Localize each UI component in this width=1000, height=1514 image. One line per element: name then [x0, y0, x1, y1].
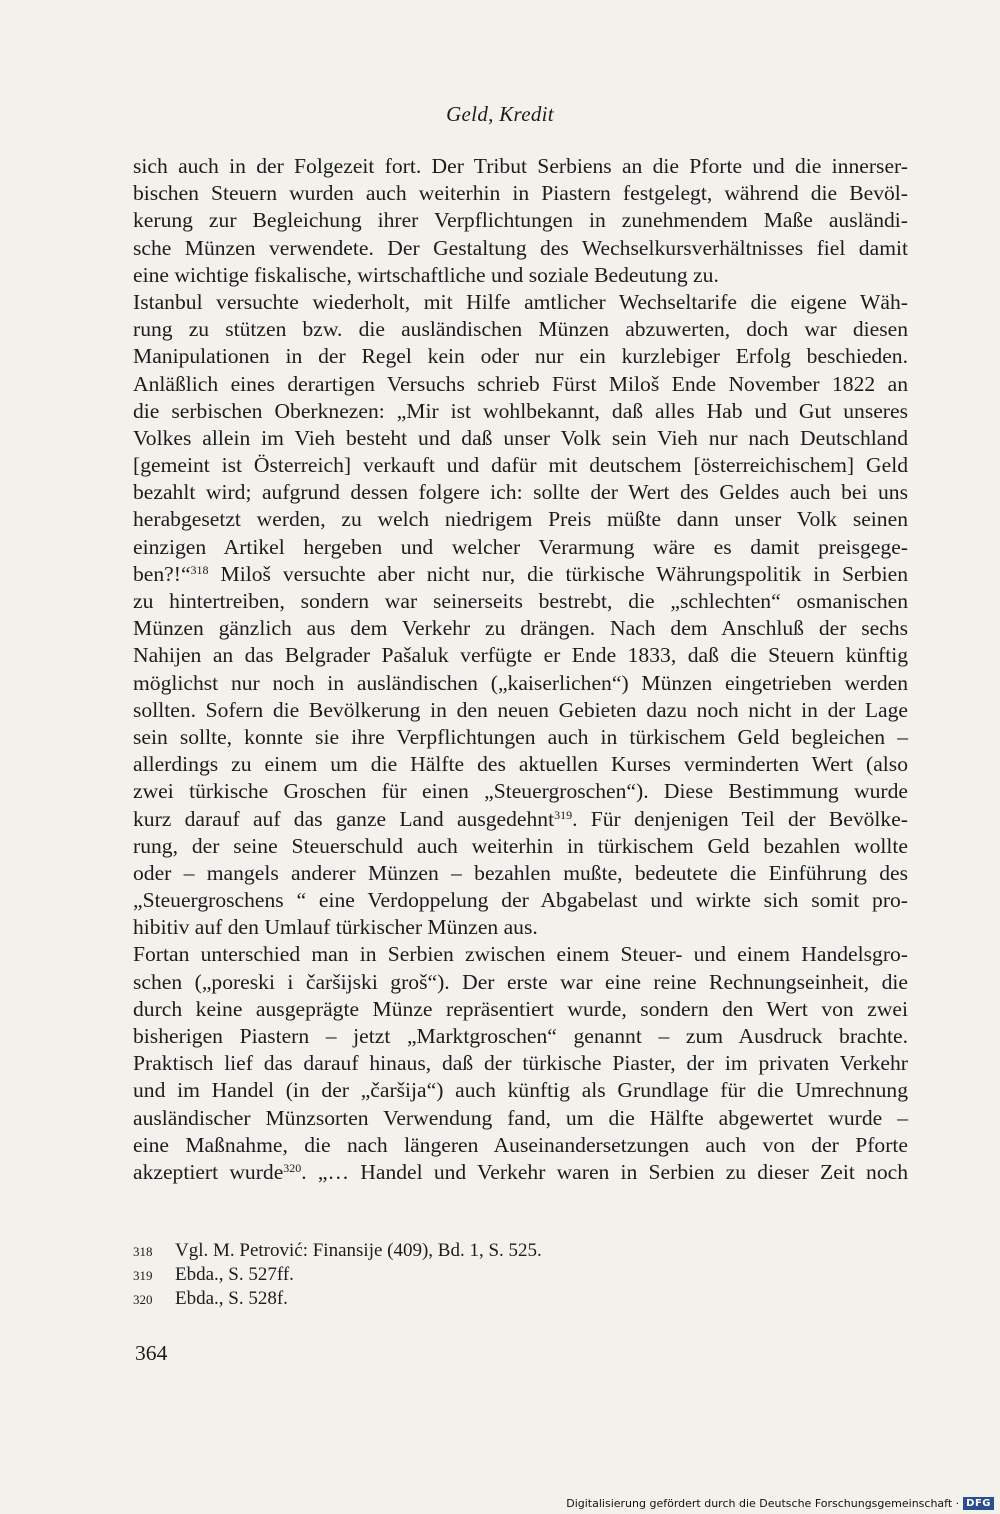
- text-line-segment: bischen Steuern wurden auch weiterhin in Piastern festgelegt, während die Bevöl-: [133, 181, 908, 206]
- footnote: [133, 1287, 908, 1311]
- text-line: [133, 479, 908, 506]
- footnote-reference[interactable]: 318: [190, 562, 209, 577]
- text-line: [133, 316, 908, 343]
- footnote-number: 319: [133, 1268, 153, 1283]
- text-line-segment: . „… Handel und Verkehr waren in Serbien zu dieser Zeit noch: [301, 1159, 909, 1184]
- text-line-segment: Fortan unterschied man in Serbien zwischen einem Steuer- und einem Handelsgro-: [133, 942, 908, 967]
- text-line-segment: Istanbul versuchte wiederholt, mit Hilfe amtlicher Wechseltarife die eigene Wäh-: [133, 289, 908, 314]
- text-line: [133, 887, 908, 914]
- text-line-segment: allerdings zu einem um die Hälfte des aktuellen Kurses verminderten Wert (also: [133, 752, 908, 777]
- running-head: Geld, Kredit: [446, 102, 554, 126]
- text-line-segment: Nahijen an das Belgrader Pašaluk verfügte er Ende 1833, daß die Steuern künftig: [133, 643, 908, 668]
- text-line-segment: . Für denjenigen Teil der Bevölke-: [572, 806, 908, 831]
- text-line: [133, 1050, 908, 1077]
- text-line: [133, 724, 908, 751]
- digitization-footer: [566, 1497, 994, 1510]
- text-line: [133, 153, 908, 180]
- text-line: [133, 996, 908, 1023]
- footnote-text: Ebda., S. 527ff.: [175, 1264, 294, 1285]
- body-text: [133, 153, 908, 1186]
- footnote: [133, 1239, 908, 1263]
- text-line: [133, 1105, 908, 1132]
- text-line-segment: ben?!“: [133, 561, 191, 586]
- text-line: [133, 941, 908, 968]
- text-line: [133, 452, 908, 479]
- text-line-segment: kerung zur Begleichung ihrer Verpflichtungen in zunehmendem Maße ausländi-: [133, 208, 908, 233]
- text-line-segment: Miloš versuchte aber nicht nur, die türkische Währungspolitik in Serbien: [208, 561, 908, 586]
- text-line: [133, 969, 908, 996]
- text-line: [133, 1132, 908, 1159]
- text-line: [133, 371, 908, 398]
- footnote-reference[interactable]: 320: [283, 1160, 302, 1175]
- text-line-segment: bisherigen Piastern – jetzt „Marktgroschen“ genannt – zum Ausdruck brachte.: [133, 1024, 908, 1048]
- text-line-segment: sein sollte, konnte sie ihre Verpflichtungen auch in türkischem Geld begleichen –: [133, 724, 908, 749]
- text-line-segment: sche Münzen verwendete. Der Gestaltung des Wechselkursverhältnisses fiel damit: [133, 235, 908, 260]
- text-line-segment: eine wichtige fiskalische, wirtschaftliche und soziale Bedeutung zu.: [133, 262, 719, 287]
- text-line: [133, 914, 908, 941]
- text-line-segment: „Steuergroschens “ eine Verdoppelung der Abgabelast und wirkte sich somit pro-: [133, 888, 908, 913]
- text-line-segment: und im Handel (in der „čaršija“) auch künftig als Grundlage für die Umrechnung: [133, 1078, 908, 1103]
- text-line: [133, 506, 908, 533]
- text-line-segment: rung, der seine Steuerschuld auch weiterhin in türkischem Geld bezahlen wollte: [133, 833, 908, 858]
- text-line: [133, 670, 908, 697]
- text-line: [133, 778, 908, 805]
- text-line-segment: schen („poreski i čaršijski groš“). Der erste war eine reine Rechnungseinheit, die: [133, 969, 908, 994]
- text-line-segment: [gemeint ist Österreich] verkauft und dafür mit deutschem [österreichischem] Geld: [133, 453, 908, 478]
- text-line: [133, 1077, 908, 1104]
- text-line-segment: Münzen gänzlich aus dem Verkehr zu drängen. Nach dem Anschluß der sechs: [133, 616, 908, 641]
- text-line-segment: zwei türkische Groschen für einen „Steuergroschen“). Diese Bestimmung wurde: [133, 779, 908, 804]
- text-line: [133, 833, 908, 860]
- text-line: [133, 697, 908, 724]
- text-line-segment: bezahlt wird; aufgrund dessen folgere ich: sollte der Wert des Geldes auch bei uns: [133, 480, 908, 505]
- text-line-segment: Manipulationen in der Regel kein oder nur ein kurzlebiger Erfolg beschieden.: [133, 344, 908, 369]
- text-line-segment: ausländischer Münzsorten Verwendung fand, um die Hälfte abgewertet wurde –: [133, 1105, 908, 1130]
- text-line: [133, 588, 908, 615]
- text-line: [133, 806, 908, 833]
- text-line-segment: einzigen Artikel hergeben und welcher Verarmung wäre es damit preisgege-: [133, 534, 908, 559]
- text-line-segment: eine Maßnahme, die nach längeren Auseinandersetzungen auch von der Pforte: [133, 1132, 908, 1157]
- text-line: [133, 343, 908, 370]
- text-line: [133, 207, 908, 234]
- text-line-segment: hibitiv auf den Umlauf türkischer Münzen aus.: [133, 915, 538, 940]
- text-line: [133, 1159, 908, 1186]
- text-line-segment: kurz darauf auf das ganze Land ausgedehnt: [133, 806, 555, 831]
- text-line-segment: sollten. Sofern die Bevölkerung in den neuen Gebieten dazu noch nicht in der Lage: [133, 697, 908, 722]
- page-number: 364: [135, 1341, 168, 1365]
- text-line: [133, 534, 908, 561]
- text-line-segment: möglichst nur noch in ausländischen („kaiserlichen“) Münzen eingetrieben werden: [133, 670, 908, 695]
- text-line: [133, 642, 908, 669]
- text-line: [133, 751, 908, 778]
- footnote-number: 320: [133, 1292, 153, 1307]
- text-line-segment: rung zu stützen bzw. die ausländischen Münzen abzuwerten, doch war diesen: [133, 317, 908, 342]
- text-line: [133, 425, 908, 452]
- text-line-segment: durch keine ausgeprägte Münze repräsentiert wurde, sondern den Wert von zwei: [133, 996, 908, 1021]
- footnote-reference[interactable]: 319: [554, 807, 573, 822]
- footnote: [133, 1263, 908, 1287]
- text-line-segment: herabgesetzt werden, zu welch niedrigem Preis müßte dann unser Volk seinen: [133, 507, 908, 532]
- text-line: [133, 289, 908, 316]
- text-line-segment: Anläßlich eines derartigen Versuchs schrieb Fürst Miloš Ende November 1822 an: [133, 371, 908, 396]
- text-line: [133, 561, 908, 588]
- text-line: [133, 235, 908, 262]
- text-line-segment: sich auch in der Folgezeit fort. Der Tribut Serbiens an die Pforte und die innerser-: [133, 154, 908, 178]
- digitization-credit: Digitalisierung gefördert durch die Deutsche Forschungsgemeinschaft ·: [566, 1497, 960, 1510]
- text-line: [133, 1023, 908, 1050]
- text-line-segment: die serbischen Oberknezen: „Mir ist wohlbekannt, daß alles Hab und Gut unseres: [133, 398, 908, 423]
- footnote-number: 318: [133, 1244, 153, 1259]
- dfg-logo: DFG: [963, 1497, 994, 1510]
- text-line: [133, 180, 908, 207]
- text-line-segment: oder – mangels anderer Münzen – bezahlen mußte, bedeutete die Einführung des: [133, 860, 908, 885]
- text-line-segment: Volkes allein im Vieh besteht und daß unser Volk sein Vieh nur nach Deutschland: [133, 425, 908, 450]
- text-line: [133, 398, 908, 425]
- footnote-text: Vgl. M. Petrović: Finansije (409), Bd. 1, S. 525.: [175, 1240, 542, 1261]
- text-line-segment: Praktisch lief das darauf hinaus, daß der türkische Piaster, der im privaten Verkehr: [133, 1051, 908, 1076]
- text-line: [133, 262, 908, 289]
- footnotes: [133, 1239, 908, 1311]
- text-line: [133, 860, 908, 887]
- text-line: [133, 615, 908, 642]
- footnote-text: Ebda., S. 528f.: [175, 1288, 288, 1309]
- text-line-segment: akzeptiert wurde: [133, 1159, 284, 1184]
- text-line-segment: zu hintertreiben, sondern war seinerseits bestrebt, die „schlechten“ osmanischen: [133, 589, 908, 613]
